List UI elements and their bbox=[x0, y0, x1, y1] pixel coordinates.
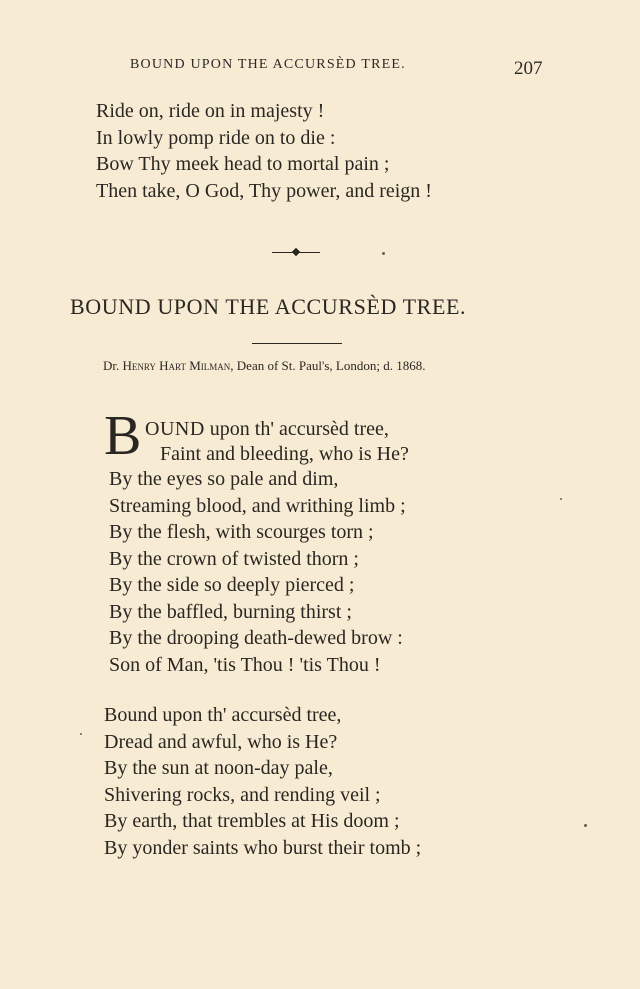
verse-line: By yonder saints who burst their tomb ; bbox=[104, 836, 422, 859]
verse-line: By earth, that trembles at His doom ; bbox=[104, 810, 400, 832]
verse-line: Ride on, ride on in majesty ! bbox=[96, 100, 325, 122]
first-verse-line bbox=[145, 418, 389, 441]
print-speck bbox=[560, 498, 562, 500]
verse-line: Bow Thy meek head to mortal pain ; bbox=[96, 153, 390, 175]
verse-line: By the sun at noon-day pale, bbox=[104, 757, 333, 779]
verse-line: By the crown of twisted thorn ; bbox=[109, 547, 359, 570]
divider-diamond-icon bbox=[292, 248, 300, 256]
verse-line: By the baffled, burning thirst ; bbox=[109, 600, 352, 623]
first-word-caps: OUND bbox=[145, 418, 205, 440]
hymn-title: BOUND UPON THE ACCURSÈD TREE. bbox=[70, 294, 467, 319]
second-verse-line: Faint and bleeding, who is He? bbox=[160, 443, 409, 465]
verse-line: By the flesh, with scourges torn ; bbox=[109, 521, 374, 543]
print-speck bbox=[584, 824, 587, 827]
previous-hymn-ending bbox=[96, 98, 432, 204]
verse-line: Son of Man, 'tis Thou ! 'tis Thou ! bbox=[109, 653, 381, 676]
print-speck bbox=[80, 733, 82, 735]
stanza-1 bbox=[109, 466, 406, 678]
verse-line: In lowly pomp ride on to die : bbox=[96, 126, 336, 149]
verse-line: By the drooping death-dewed brow : bbox=[109, 627, 403, 649]
first-line-rest: upon th' accursèd tree, bbox=[204, 418, 389, 440]
print-speck bbox=[382, 252, 385, 255]
verse-line: By the side so deeply pierced ; bbox=[109, 574, 355, 596]
author-attribution bbox=[103, 358, 425, 374]
verse-line: Shivering rocks, and rending veil ; bbox=[104, 783, 381, 806]
author-prefix: Dr. bbox=[103, 358, 123, 373]
page-number: 207 bbox=[514, 58, 543, 79]
verse-line: Dread and awful, who is He? bbox=[104, 730, 338, 753]
running-head: BOUND UPON THE ACCURSÈD TREE. bbox=[130, 57, 406, 72]
stanza-2 bbox=[104, 702, 421, 861]
verse-line: Bound upon th' accursèd tree, bbox=[104, 704, 342, 726]
verse-line: By the eyes so pale and dim, bbox=[109, 468, 339, 490]
title-rule bbox=[252, 343, 342, 344]
author-name: Henry Hart Milman bbox=[122, 358, 231, 373]
author-details: , Dean of St. Paul's, London; d. 1868. bbox=[230, 358, 426, 373]
drop-cap: B bbox=[104, 405, 142, 467]
verse-line: Then take, O God, Thy power, and reign ! bbox=[96, 179, 432, 202]
verse-line: Streaming blood, and writhing limb ; bbox=[109, 494, 406, 517]
